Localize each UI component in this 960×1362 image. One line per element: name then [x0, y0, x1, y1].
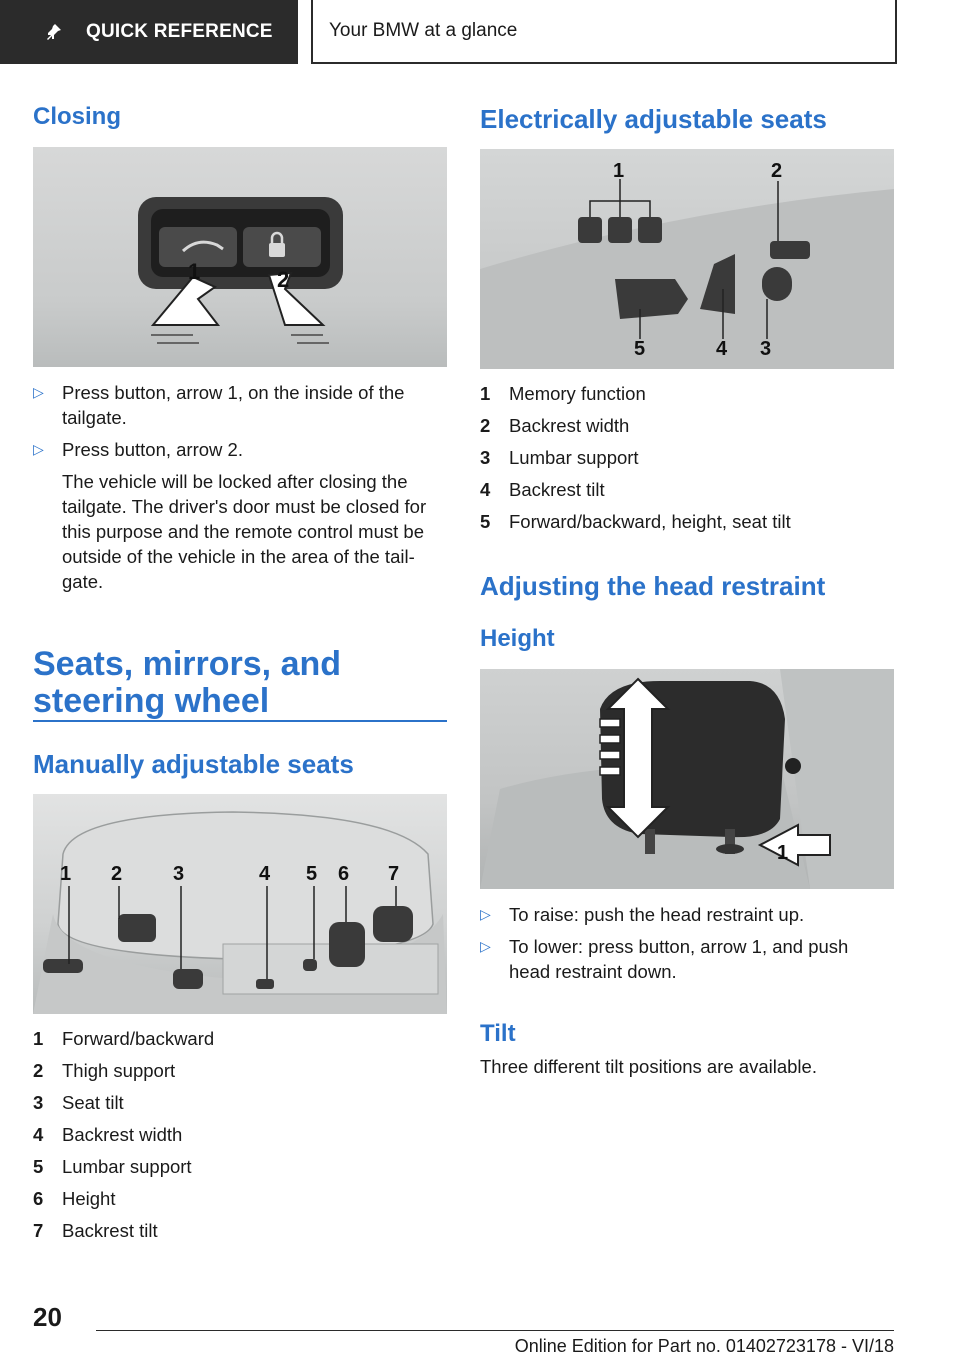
edition-text: Online Edition for Part no. 01402723178 - VI/18	[514, 1336, 894, 1356]
section-label: QUICK REFERENCE	[86, 21, 273, 42]
bullet-triangle-icon: ▷	[480, 938, 491, 954]
seats-section-heading: Seats, mirrors, and steering wheel	[33, 645, 342, 720]
list-item: 4 Backrest tilt	[480, 479, 605, 500]
closing-fig-label-1: 1	[188, 259, 201, 284]
svg-text:3: 3	[173, 863, 185, 885]
manual-seats-list	[33, 1023, 214, 1247]
svg-text:6: 6	[338, 863, 350, 885]
tilt-heading: Tilt	[480, 1020, 516, 1047]
closing-bullet-1: ▷ Press button, arrow 1, on the inside of the tailgate.	[33, 382, 405, 428]
electric-seats-list	[480, 378, 791, 538]
head-fig-label-1: 1	[777, 842, 789, 864]
bullet-triangle-icon: ▷	[33, 384, 44, 400]
svg-text:1: 1	[60, 863, 72, 885]
head-bullet-1: ▷ To raise: push the head restraint up.	[480, 904, 805, 925]
section-rule	[33, 720, 447, 722]
chapter-tab	[311, 0, 897, 64]
electric-seats-heading: Electrically adjustable seats	[480, 104, 827, 134]
section-tab	[0, 0, 298, 64]
list-item: 1 Forward/backward	[33, 1028, 215, 1049]
head-restraint-figure	[480, 669, 894, 889]
height-heading: Height	[480, 625, 555, 652]
list-item: 1 Memory function	[480, 383, 646, 404]
list-item: 4 Backrest width	[33, 1124, 183, 1145]
chapter-title: Your BMW at a glance	[329, 20, 518, 41]
svg-text:5: 5	[634, 338, 646, 360]
bullet-triangle-icon: ▷	[480, 906, 491, 922]
svg-text:4: 4	[716, 338, 728, 360]
list-item: 5 Lumbar support	[33, 1156, 192, 1177]
list-item: 5 Forward/backward, height, seat tilt	[480, 511, 791, 532]
list-item: 3 Seat tilt	[33, 1092, 124, 1113]
closing-fig-label-2: 2	[277, 267, 290, 292]
list-item: 6 Height	[33, 1188, 116, 1209]
footer-rule	[96, 1330, 894, 1331]
closing-heading: Closing	[33, 103, 121, 130]
list-item: 2 Thigh support	[33, 1060, 176, 1081]
tilt-text: Three different tilt positions are available.	[480, 1056, 817, 1077]
svg-text:3: 3	[760, 338, 772, 360]
svg-text:1: 1	[613, 160, 625, 182]
list-item: 3 Lumbar support	[480, 447, 639, 468]
closing-note: The vehicle will be locked after closing the tailgate. The driver's door must be closed for this purpose and the remote control must be outside of the vehicle in the area of the tail-gate.	[62, 471, 427, 592]
closing-bullet-2: ▷ Press button, arrow 2. The vehicle will be locked after closing the tailgate. The driver's door must be closed for this purpose and the remote control must be outside of the vehicle in the area of the tail-gate.	[33, 437, 447, 594]
svg-text:2: 2	[771, 160, 783, 182]
svg-text:2: 2	[111, 863, 123, 885]
svg-text:5: 5	[306, 863, 318, 885]
bullet-triangle-icon: ▷	[33, 441, 44, 457]
svg-text:7: 7	[388, 863, 400, 885]
list-item: 2 Backrest width	[480, 415, 630, 436]
svg-text:4: 4	[259, 863, 271, 885]
manual-seats-heading: Manually adjustable seats	[33, 749, 354, 779]
electric-seat-figure	[480, 149, 894, 369]
head-bullet-2: ▷ To lower: press button, arrow 1, and push head restraint down.	[480, 936, 849, 982]
head-restraint-heading: Adjusting the head restraint	[480, 571, 826, 601]
closing-figure	[33, 147, 447, 367]
list-item: 7 Backrest tilt	[33, 1220, 158, 1241]
pin-icon	[44, 22, 64, 42]
page-number: 20	[33, 1302, 62, 1332]
manual-seat-figure	[33, 794, 447, 1014]
